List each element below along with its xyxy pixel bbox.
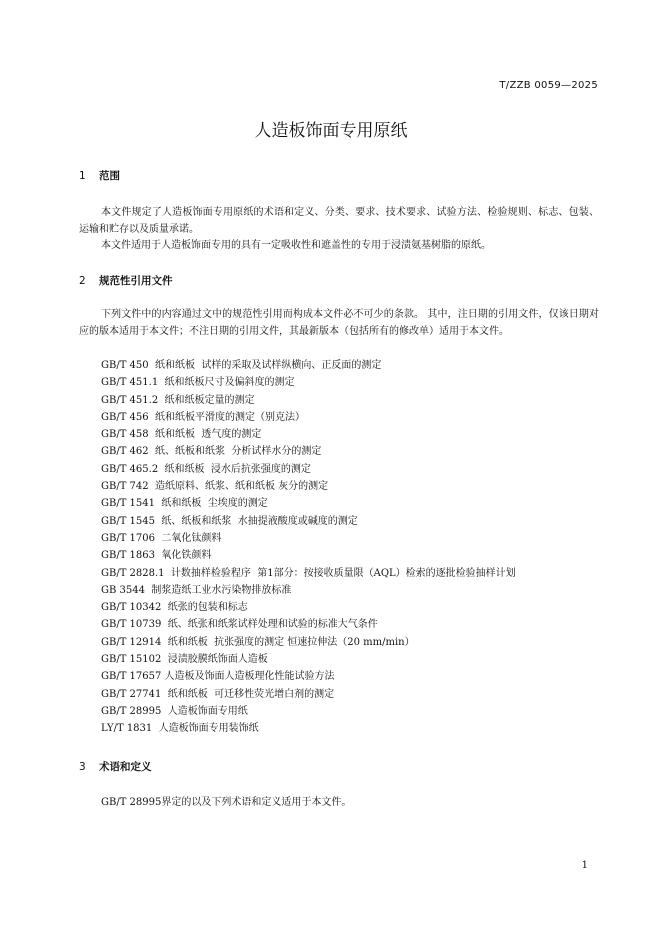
reference-item: LY/T 1831 人造板饰面专用装饰纸 bbox=[101, 723, 259, 735]
reference-item: GB/T 458 纸和纸板 透气度的测定 bbox=[101, 429, 262, 441]
section-title: 术语和定义 bbox=[99, 761, 152, 773]
reference-item: GB/T 456 纸和纸板平滑度的测定（别克法） bbox=[101, 411, 305, 423]
reference-item: GB/T 1863 氧化铁颜料 bbox=[101, 550, 212, 562]
terms-intro: GB/T 28995界定的以及下列术语和定义适用于本文件。 bbox=[101, 797, 352, 808]
reference-item: GB/T 10739 纸、纸张和纸浆试样处理和试验的标准大气条件 bbox=[101, 619, 378, 631]
normative-intro: 下列文件中的内容通过文中的规范性引用而构成本文件必不可少的条款。 其中，注日期的引用文件，仅该日期对应的版本适用于本文件；不注日期的引用文件，其最新版本（包括所有的修改单）适用于本文件。 bbox=[79, 309, 599, 337]
reference-item: GB/T 10342 纸张的包装和标志 bbox=[101, 602, 248, 614]
section-number: 3 bbox=[79, 761, 86, 773]
reference-item: GB/T 28995 人造板饰面专用纸 bbox=[101, 705, 248, 717]
reference-item: GB/T 1706 二氧化钛颜料 bbox=[101, 532, 222, 544]
page-number: 1 bbox=[581, 860, 588, 871]
reference-item: GB/T 12914 纸和纸板 抗张强度的测定 恒速拉伸法（20 mm/min） bbox=[101, 636, 415, 648]
scope-paragraph-2: 本文件适用于人造板饰面专用的具有一定吸收性和遮盖性的专用于浸渍氨基树脂的原纸。 bbox=[101, 240, 491, 251]
section-number: 2 bbox=[79, 275, 86, 287]
reference-item: GB/T 1541 纸和纸板 尘埃度的测定 bbox=[101, 498, 268, 510]
section-heading-scope bbox=[79, 168, 120, 183]
reference-item: GB/T 17657 人造板及饰面人造板理化性能试验方法 bbox=[101, 671, 335, 683]
reference-item: GB/T 2828.1 计数抽样检验程序 第1部分：按接收质量限（AQL）检索的逐批检验抽样计划 bbox=[101, 567, 516, 579]
reference-item: GB/T 465.2 纸和纸板 浸水后抗张强度的测定 bbox=[101, 463, 311, 475]
reference-item: GB/T 1545 纸、纸板和纸浆 水抽提液酸度或碱度的测定 bbox=[101, 515, 358, 527]
standard-code: T/ZZB 0059—2025 bbox=[499, 80, 598, 91]
reference-item: GB/T 742 造纸原料、纸浆、纸和纸板 灰分的测定 bbox=[101, 481, 329, 493]
reference-item: GB 3544 制浆造纸工业水污染物排放标准 bbox=[101, 584, 292, 596]
scope-paragraph-1: 本文件规定了人造板饰面专用原纸的术语和定义、分类、要求、技术要求、试验方法、检验规则、标志、包装、运输和贮存以及质量承诺。 bbox=[79, 207, 599, 235]
reference-item: GB/T 27741 纸和纸板 可迁移性荧光增白剂的测定 bbox=[101, 688, 335, 700]
reference-item: GB/T 462 纸、纸板和纸浆 分析试样水分的测定 bbox=[101, 446, 322, 458]
reference-item: GB/T 451.1 纸和纸板尺寸及偏斜度的测定 bbox=[101, 377, 295, 389]
section-title: 范围 bbox=[99, 170, 120, 182]
document-title: 人造板饰面专用原纸 bbox=[254, 121, 408, 141]
section-number: 1 bbox=[79, 170, 86, 182]
section-heading-normative bbox=[79, 273, 173, 288]
section-title: 规范性引用文件 bbox=[99, 275, 173, 287]
reference-item: GB/T 450 纸和纸板 试样的采取及试样纵横向、正反面的测定 bbox=[101, 360, 382, 371]
reference-list bbox=[101, 357, 516, 738]
reference-item: GB/T 15102 浸渍胶膜纸饰面人造板 bbox=[101, 654, 268, 666]
reference-item: GB/T 451.2 纸和纸板定量的测定 bbox=[101, 394, 255, 406]
section-heading-terms bbox=[79, 759, 152, 774]
